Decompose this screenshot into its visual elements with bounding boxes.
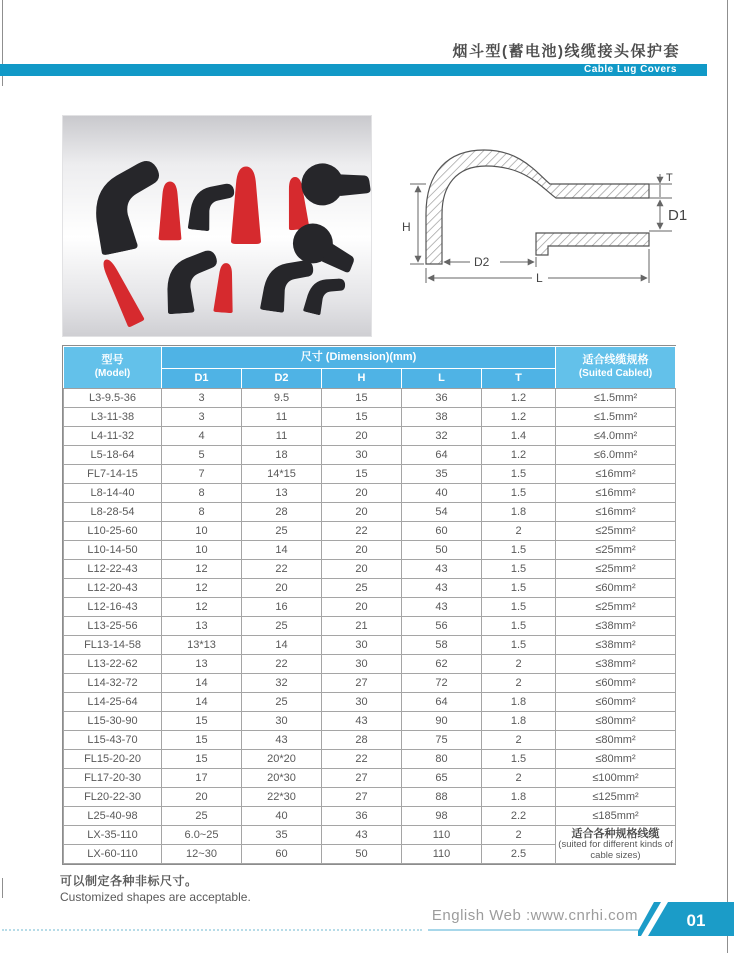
cell-d1: 5 — [162, 446, 242, 465]
cell-model: L15-43-70 — [64, 731, 162, 750]
cell-d2: 30 — [242, 712, 322, 731]
cell-d2: 22 — [242, 655, 322, 674]
cell-l: 36 — [402, 389, 482, 408]
table-row — [64, 731, 676, 750]
cell-d2: 13 — [242, 484, 322, 503]
cell-h: 30 — [322, 655, 402, 674]
footer-dotted-line — [2, 929, 422, 931]
cell-h: 20 — [322, 503, 402, 522]
cell-h: 15 — [322, 408, 402, 427]
cell-suited: ≤16mm² — [556, 465, 676, 484]
cell-model: LX-35-110 — [64, 826, 162, 845]
cell-l: 40 — [402, 484, 482, 503]
left-margin-line-bottom — [2, 878, 3, 898]
cell-l: 64 — [402, 693, 482, 712]
cell-t: 2 — [482, 769, 556, 788]
cell-d1: 8 — [162, 503, 242, 522]
cell-d2: 9.5 — [242, 389, 322, 408]
col-header-h: H — [322, 369, 402, 389]
note-en: Customized shapes are acceptable. — [60, 890, 251, 904]
cell-model: L5-18-64 — [64, 446, 162, 465]
cell-h: 30 — [322, 693, 402, 712]
cell-l: 56 — [402, 617, 482, 636]
page-number-badge — [638, 902, 734, 936]
table-row — [64, 655, 676, 674]
cell-suited: ≤25mm² — [556, 598, 676, 617]
cell-h: 20 — [322, 560, 402, 579]
cell-d2: 25 — [242, 617, 322, 636]
cell-t: 1.5 — [482, 541, 556, 560]
cover-black-elbow-small — [303, 272, 347, 320]
cell-d1: 13 — [162, 617, 242, 636]
cell-t: 1.5 — [482, 598, 556, 617]
cell-l: 38 — [402, 408, 482, 427]
cell-model: FL20-22-30 — [64, 788, 162, 807]
cell-h: 43 — [322, 712, 402, 731]
cover-red-boot — [159, 182, 182, 241]
cell-t: 1.5 — [482, 560, 556, 579]
cell-l: 98 — [402, 807, 482, 826]
cover-red-large-boot — [231, 167, 261, 245]
cell-suited: ≤125mm² — [556, 788, 676, 807]
dim-label-l: L — [536, 271, 543, 285]
spec-table-body — [64, 389, 676, 864]
table-row — [64, 389, 676, 408]
dim-d2 — [444, 257, 536, 267]
cell-h: 43 — [322, 826, 402, 845]
col-header-suited — [556, 347, 676, 389]
table-row — [64, 769, 676, 788]
cell-model: FL15-20-20 — [64, 750, 162, 769]
page-number: 01 — [686, 911, 706, 930]
cell-suited: ≤25mm² — [556, 522, 676, 541]
cell-model: L10-14-50 — [64, 541, 162, 560]
table-row — [64, 579, 676, 598]
cell-d2: 32 — [242, 674, 322, 693]
cell-h: 27 — [322, 769, 402, 788]
product-photo — [62, 115, 372, 337]
cell-d2: 25 — [242, 693, 322, 712]
cell-l: 54 — [402, 503, 482, 522]
cell-d2: 11 — [242, 427, 322, 446]
cell-d2: 35 — [242, 826, 322, 845]
cell-h: 15 — [322, 465, 402, 484]
cell-l: 75 — [402, 731, 482, 750]
col-header-model — [64, 347, 162, 389]
cell-suited: ≤80mm² — [556, 750, 676, 769]
cell-d1: 12 — [162, 598, 242, 617]
cell-model: L4-11-32 — [64, 427, 162, 446]
cell-t: 1.8 — [482, 788, 556, 807]
cell-d2: 14*15 — [242, 465, 322, 484]
cell-t: 2 — [482, 731, 556, 750]
spec-table — [62, 345, 676, 865]
dim-label-d1: D1 — [668, 207, 688, 224]
cell-t: 2.2 — [482, 807, 556, 826]
cell-l: 43 — [402, 579, 482, 598]
cell-l: 110 — [402, 845, 482, 864]
cell-d1: 14 — [162, 674, 242, 693]
cover-black-large-elbow — [85, 159, 173, 256]
cell-d1: 25 — [162, 807, 242, 826]
cell-l: 64 — [402, 446, 482, 465]
note-cn: 可以制定各种非标尺寸。 — [60, 874, 198, 888]
cell-h: 20 — [322, 427, 402, 446]
cell-l: 60 — [402, 522, 482, 541]
subtitle-bar — [0, 64, 707, 76]
right-margin-line — [727, 0, 728, 953]
cell-d1: 12~30 — [162, 845, 242, 864]
cell-d2: 43 — [242, 731, 322, 750]
cell-d1: 15 — [162, 712, 242, 731]
cell-suited: ≤25mm² — [556, 541, 676, 560]
col-header-model-cn: 型号 — [101, 354, 124, 367]
cell-h: 20 — [322, 598, 402, 617]
cell-l: 72 — [402, 674, 482, 693]
cell-d2: 60 — [242, 845, 322, 864]
cell-d2: 22 — [242, 560, 322, 579]
cell-h: 30 — [322, 636, 402, 655]
cell-l: 62 — [402, 655, 482, 674]
cell-model: L8-28-54 — [64, 503, 162, 522]
cell-t: 2 — [482, 655, 556, 674]
cell-suited: ≤25mm² — [556, 560, 676, 579]
cell-d1: 10 — [162, 522, 242, 541]
cell-model: FL17-20-30 — [64, 769, 162, 788]
cell-l: 88 — [402, 788, 482, 807]
table-row — [64, 503, 676, 522]
cell-model: L10-25-60 — [64, 522, 162, 541]
table-row — [64, 408, 676, 427]
cell-model: L3-11-38 — [64, 408, 162, 427]
cell-suited: ≤100mm² — [556, 769, 676, 788]
cell-h: 30 — [322, 446, 402, 465]
cell-model: L15-30-90 — [64, 712, 162, 731]
cell-d1: 6.0~25 — [162, 826, 242, 845]
cell-t: 1.4 — [482, 427, 556, 446]
table-row — [64, 674, 676, 693]
table-header-row-1 — [64, 347, 676, 369]
col-header-suited-cn: 适合线缆规格 — [582, 354, 649, 367]
table-row — [64, 788, 676, 807]
cell-model: L14-25-64 — [64, 693, 162, 712]
cell-h: 15 — [322, 389, 402, 408]
cell-model: L3-9.5-36 — [64, 389, 162, 408]
table-row — [64, 541, 676, 560]
cell-d2: 11 — [242, 408, 322, 427]
cell-d1: 7 — [162, 465, 242, 484]
cell-t: 1.2 — [482, 408, 556, 427]
cell-h: 20 — [322, 541, 402, 560]
cell-l: 32 — [402, 427, 482, 446]
cell-suited: ≤38mm² — [556, 636, 676, 655]
cell-suited: ≤38mm² — [556, 655, 676, 674]
table-row — [64, 750, 676, 769]
cell-t: 2 — [482, 826, 556, 845]
table-row — [64, 465, 676, 484]
cell-h: 22 — [322, 750, 402, 769]
cover-black-elbow — [188, 180, 235, 233]
table-row — [64, 693, 676, 712]
dim-label-t: T — [666, 172, 673, 184]
cell-t: 1.5 — [482, 579, 556, 598]
cell-model: L12-16-43 — [64, 598, 162, 617]
cell-d1: 4 — [162, 427, 242, 446]
cell-suited: ≤6.0mm² — [556, 446, 676, 465]
table-row — [64, 617, 676, 636]
cell-l: 43 — [402, 560, 482, 579]
cell-t: 1.8 — [482, 712, 556, 731]
cell-l: 90 — [402, 712, 482, 731]
cell-h: 20 — [322, 484, 402, 503]
cell-t: 1.8 — [482, 503, 556, 522]
cell-d1: 12 — [162, 560, 242, 579]
cover-black-elbow-2 — [164, 250, 220, 314]
dim-h — [410, 184, 426, 264]
cell-suited: ≤38mm² — [556, 617, 676, 636]
cell-t: 1.5 — [482, 617, 556, 636]
cell-d2: 28 — [242, 503, 322, 522]
cell-h: 27 — [322, 788, 402, 807]
cell-t: 1.2 — [482, 446, 556, 465]
cell-model: L25-40-98 — [64, 807, 162, 826]
cell-l: 65 — [402, 769, 482, 788]
cell-d1: 12 — [162, 579, 242, 598]
page-title: 烟斗型(蓄电池)线缆接头保护套 — [452, 43, 680, 60]
cell-d2: 20*20 — [242, 750, 322, 769]
cell-model: L12-20-43 — [64, 579, 162, 598]
cell-t: 1.8 — [482, 693, 556, 712]
table-row — [64, 636, 676, 655]
cell-t: 1.2 — [482, 389, 556, 408]
cell-h: 21 — [322, 617, 402, 636]
cell-h: 25 — [322, 579, 402, 598]
cell-h: 22 — [322, 522, 402, 541]
cell-d2: 14 — [242, 636, 322, 655]
notes — [60, 872, 251, 904]
cell-l: 80 — [402, 750, 482, 769]
subtitle-text: Cable Lug Covers — [583, 64, 677, 75]
table-row — [64, 446, 676, 465]
cell-t: 2.5 — [482, 845, 556, 864]
cell-suited: ≤1.5mm² — [556, 389, 676, 408]
col-header-d2: D2 — [242, 369, 322, 389]
cell-d1: 15 — [162, 750, 242, 769]
cell-suited: ≤4.0mm² — [556, 427, 676, 446]
cell-model: FL7-14-15 — [64, 465, 162, 484]
cell-suited: ≤60mm² — [556, 579, 676, 598]
cover-red-long-cone — [97, 256, 144, 328]
table-row — [64, 560, 676, 579]
cell-h: 27 — [322, 674, 402, 693]
cell-suited: ≤1.5mm² — [556, 408, 676, 427]
cell-d1: 17 — [162, 769, 242, 788]
cell-d1: 14 — [162, 693, 242, 712]
cell-model: L12-22-43 — [64, 560, 162, 579]
col-header-d1: D1 — [162, 369, 242, 389]
dim-label-h: H — [402, 220, 411, 234]
col-header-dimension: 尺寸 (Dimension)(mm) — [162, 347, 556, 369]
table-row — [64, 522, 676, 541]
cell-model: L8-14-40 — [64, 484, 162, 503]
col-header-model-en: (Model) — [94, 368, 131, 380]
cell-l: 50 — [402, 541, 482, 560]
cell-d1: 15 — [162, 731, 242, 750]
cell-model: L14-32-72 — [64, 674, 162, 693]
col-header-suited-en: (Suited Cabled) — [578, 368, 653, 380]
table-row — [64, 484, 676, 503]
cell-h: 36 — [322, 807, 402, 826]
cell-l: 35 — [402, 465, 482, 484]
cell-suited: ≤60mm² — [556, 674, 676, 693]
col-header-t: T — [482, 369, 556, 389]
cell-t: 1.5 — [482, 636, 556, 655]
cell-suited-merged: 适合各种规格线缆 (suited for different kinds of cable sizes) — [556, 826, 676, 864]
cell-d1: 10 — [162, 541, 242, 560]
cell-d2: 25 — [242, 522, 322, 541]
cell-suited: ≤185mm² — [556, 807, 676, 826]
cell-suited: ≤60mm² — [556, 693, 676, 712]
table-row — [64, 826, 676, 845]
cell-d1: 20 — [162, 788, 242, 807]
cell-t: 1.5 — [482, 465, 556, 484]
cell-t: 2 — [482, 522, 556, 541]
cell-l: 110 — [402, 826, 482, 845]
table-row — [64, 598, 676, 617]
cell-d2: 20*30 — [242, 769, 322, 788]
cell-model: FL13-14-58 — [64, 636, 162, 655]
table-row — [64, 712, 676, 731]
cell-suited: ≤16mm² — [556, 484, 676, 503]
cell-d1: 13*13 — [162, 636, 242, 655]
cell-d1: 3 — [162, 408, 242, 427]
cell-model: L13-22-62 — [64, 655, 162, 674]
cell-d2: 16 — [242, 598, 322, 617]
cell-model: L13-25-56 — [64, 617, 162, 636]
cell-d1: 13 — [162, 655, 242, 674]
cell-h: 50 — [322, 845, 402, 864]
cover-cross-section-lower — [536, 233, 649, 255]
table-row — [64, 427, 676, 446]
cell-t: 2 — [482, 674, 556, 693]
cell-suited: ≤80mm² — [556, 731, 676, 750]
cell-d2: 40 — [242, 807, 322, 826]
product-photo-shapes — [63, 116, 371, 336]
cell-d2: 14 — [242, 541, 322, 560]
dim-label-d2: D2 — [474, 255, 490, 269]
footer-underline — [428, 929, 640, 931]
cell-t: 1.5 — [482, 484, 556, 503]
cell-h: 28 — [322, 731, 402, 750]
table-row — [64, 807, 676, 826]
cell-d1: 3 — [162, 389, 242, 408]
cell-suited: ≤16mm² — [556, 503, 676, 522]
dimension-diagram — [396, 136, 726, 304]
cell-d2: 20 — [242, 579, 322, 598]
cell-d1: 8 — [162, 484, 242, 503]
footer-website-text: English Web :www.cnrhi.com — [431, 907, 638, 924]
cell-d2: 22*30 — [242, 788, 322, 807]
cover-red-boot-2 — [213, 262, 236, 313]
cell-d2: 18 — [242, 446, 322, 465]
cell-l: 58 — [402, 636, 482, 655]
cell-t: 1.5 — [482, 750, 556, 769]
col-header-l: L — [402, 369, 482, 389]
cell-l: 43 — [402, 598, 482, 617]
cell-suited: ≤80mm² — [556, 712, 676, 731]
cell-model: LX-60-110 — [64, 845, 162, 864]
cover-black-pipe — [299, 157, 371, 208]
